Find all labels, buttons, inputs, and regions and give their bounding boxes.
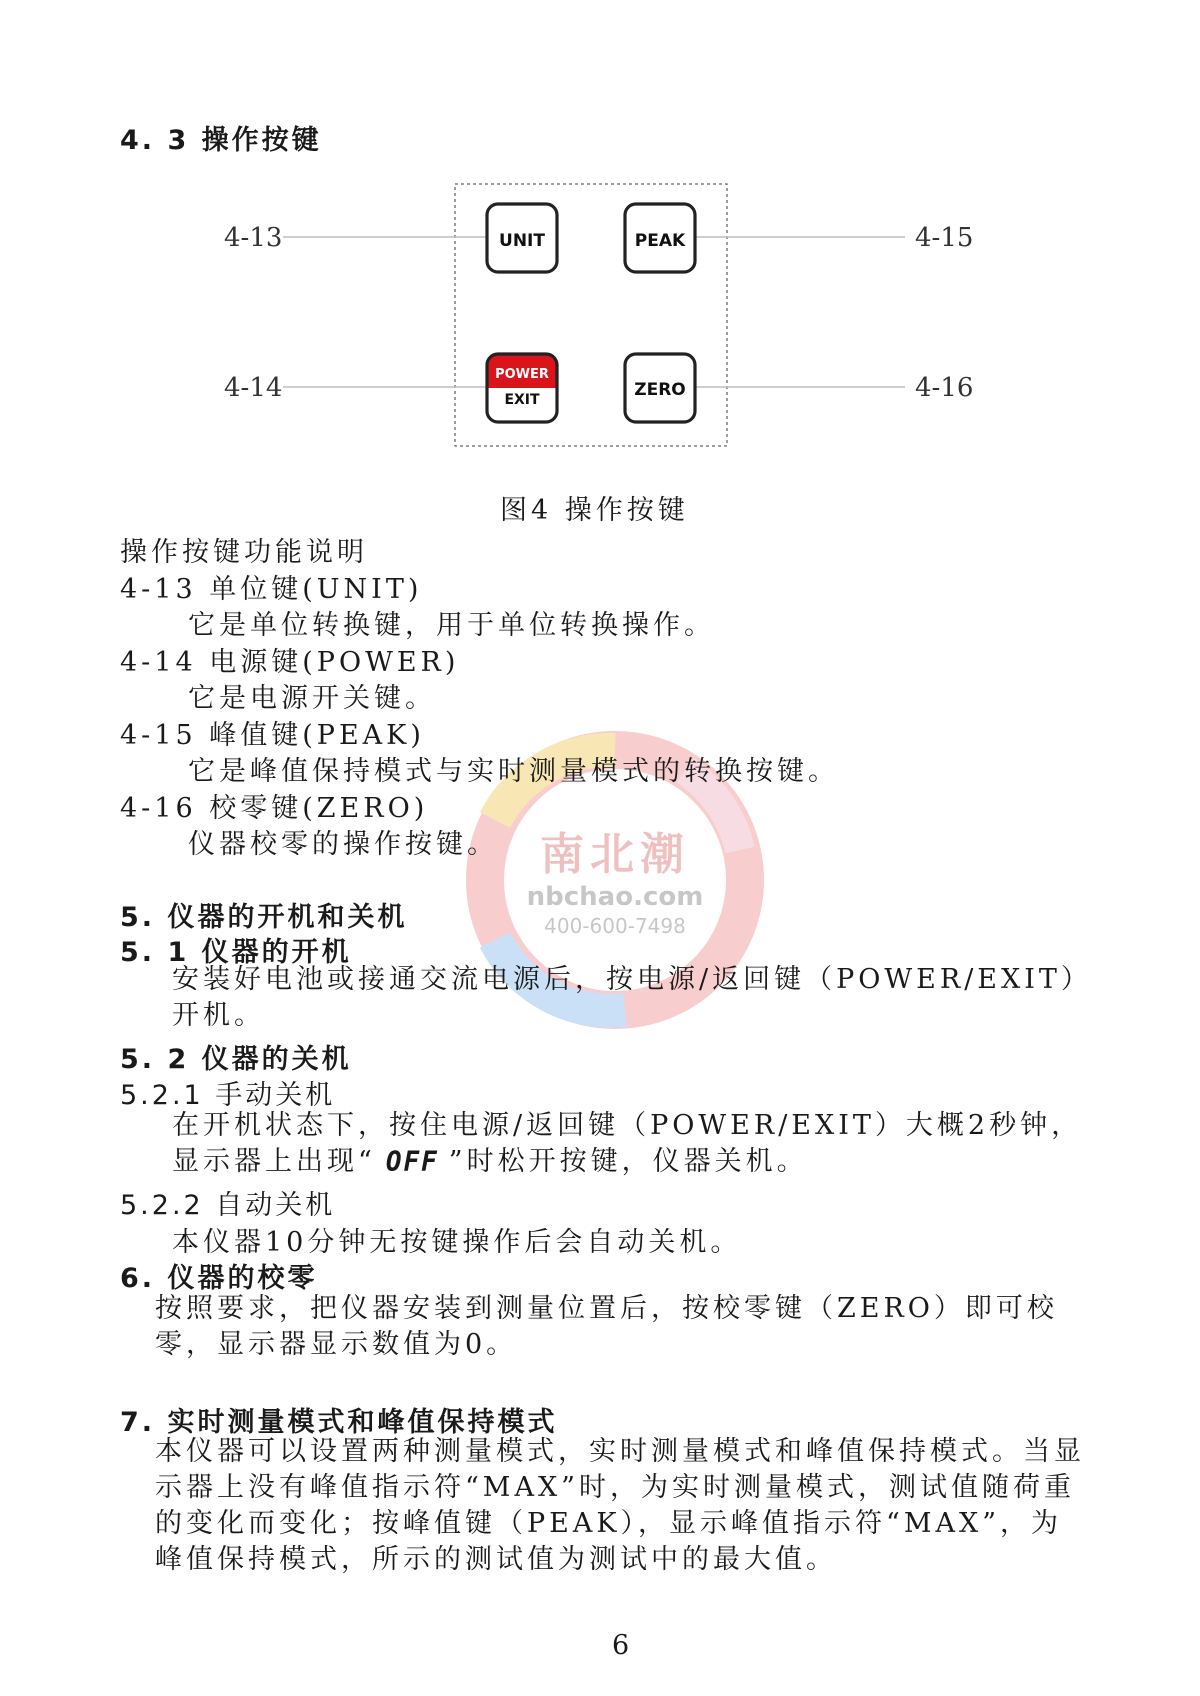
key-4-16-desc: 仪器校零的操作按键。: [188, 829, 498, 860]
section-7-text: 本仪器可以设置两种测量模式，实时测量模式和峰值保持模式。当显示器上没有峰值指示符“MAX”时，为实时测量模式，测试值随荷重的变化而变化；按峰值键（PEAK），显示峰值指示符“MAX”，为峰值保持模式，所示的测试值为测试中的最大值。: [155, 1436, 1085, 1575]
key-4-14-label: 4-14 电源键(POWER): [120, 647, 460, 678]
peak-button-label: PEAK: [634, 231, 686, 251]
section-5-1-heading: 5. 1 仪器的开机: [120, 937, 352, 968]
key-4-13-desc: 它是单位转换键，用于单位转换操作。: [188, 610, 715, 641]
page-number: 6: [612, 1630, 630, 1661]
section-7-heading: 7. 实时测量模式和峰值保持模式: [120, 1407, 558, 1438]
watermark-site: nbchao.com: [526, 882, 704, 912]
key-4-15-label: 4-15 峰值键(PEAK): [120, 720, 425, 751]
watermark-brand: 南北潮: [540, 829, 690, 880]
operation-keys-figure: [0, 170, 1200, 460]
zero-button-label: ZERO: [634, 380, 686, 400]
power-exit-button[interactable]: [487, 354, 557, 422]
section-5-2-1-text-after: ”时松开按键，仪器关机。: [448, 1146, 808, 1177]
callout-label-4-16: 4-16: [915, 373, 974, 403]
power-button-label: POWER: [495, 367, 549, 382]
key-4-13-label: 4-13 单位键(UNIT): [120, 574, 423, 605]
exit-button-label: EXIT: [504, 392, 540, 408]
section-5-2-1-text: [172, 1108, 1092, 1180]
unit-button-label: UNIT: [499, 231, 545, 251]
section-6-heading: 6. 仪器的校零: [120, 1263, 318, 1294]
section-5-2-1-text-before: 在开机状态下，按住电源/返回键（POWER/EXIT）大概2秒钟，显示器上出现“: [172, 1110, 1083, 1177]
peak-button[interactable]: [625, 204, 695, 272]
section-4-3-heading: 4. 3 操作按键: [120, 125, 322, 156]
lcd-off-display: OFF: [385, 1146, 439, 1178]
callout-label-4-13: 4-13: [224, 223, 283, 253]
callout-label-4-14: 4-14: [224, 373, 283, 403]
section-5-1-text: 安装好电池或接通交流电源后，按电源/返回键（POWER/EXIT）开机。: [172, 964, 1092, 1031]
callout-label-4-15: 4-15: [915, 223, 974, 253]
key-4-16-label: 4-16 校零键(ZERO): [120, 793, 429, 824]
section-5-2-1-heading: 5.2.1 手动关机: [120, 1080, 336, 1111]
section-5-2-2-heading: 5.2.2 自动关机: [120, 1190, 336, 1221]
unit-button[interactable]: [487, 204, 557, 272]
key-4-15-desc: 它是峰值保持模式与实时测量模式的转换按键。: [188, 756, 839, 787]
section-5-2-2-text: 本仪器10分钟无按键操作后会自动关机。: [172, 1227, 742, 1258]
section-5-2-heading: 5. 2 仪器的关机: [120, 1044, 352, 1075]
zero-button[interactable]: [625, 354, 695, 422]
watermark-phone: 400-600-7498: [544, 914, 686, 938]
figure-caption: 图4 操作按键: [500, 495, 689, 526]
section-6-text: 按照要求，把仪器安装到测量位置后，按校零键（ZERO）即可校零，显示器显示数值为0。: [155, 1293, 1058, 1360]
section-5-heading: 5. 仪器的开机和关机: [120, 902, 408, 933]
key-functions-title: 操作按键功能说明: [120, 537, 368, 568]
key-4-14-desc: 它是电源开关键。: [188, 683, 436, 714]
